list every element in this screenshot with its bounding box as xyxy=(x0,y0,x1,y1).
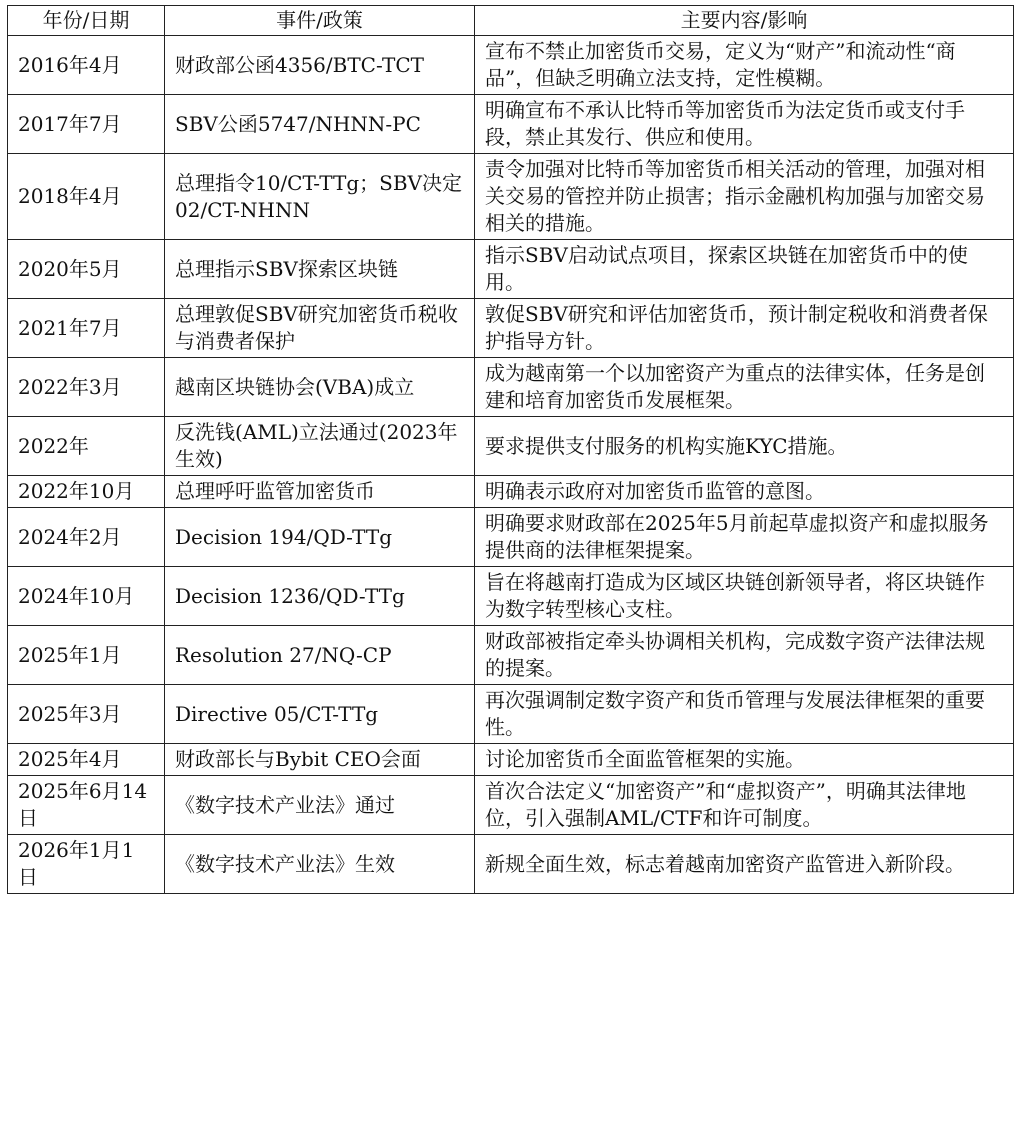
content-cell: 要求提供支付服务的机构实施KYC措施。 xyxy=(475,417,1014,476)
table-row xyxy=(8,299,1014,358)
date-cell: 2017年7月 xyxy=(8,95,165,154)
event-cell: 总理指示SBV探索区块链 xyxy=(165,240,475,299)
event-cell: 《数字技术产业法》通过 xyxy=(165,776,475,835)
date-cell: 2018年4月 xyxy=(8,154,165,240)
table-row xyxy=(8,776,1014,835)
content-cell: 宣布不禁止加密货币交易，定义为“财产”和流动性“商品”，但缺乏明确立法支持，定性模糊。 xyxy=(475,36,1014,95)
table-row xyxy=(8,835,1014,894)
event-cell: 总理指令10/CT-TTg；SBV决定02/CT-NHNN xyxy=(165,154,475,240)
date-cell: 2024年2月 xyxy=(8,508,165,567)
content-cell: 明确要求财政部在2025年5月前起草虚拟资产和虚拟服务提供商的法律框架提案。 xyxy=(475,508,1014,567)
date-cell: 2026年1月1日 xyxy=(8,835,165,894)
content-cell: 敦促SBV研究和评估加密货币，预计制定税收和消费者保护指导方针。 xyxy=(475,299,1014,358)
event-cell: 总理敦促SBV研究加密货币税收与消费者保护 xyxy=(165,299,475,358)
event-cell: Directive 05/CT-TTg xyxy=(165,685,475,744)
content-cell: 讨论加密货币全面监管框架的实施。 xyxy=(475,744,1014,776)
table-row xyxy=(8,36,1014,95)
date-cell: 2025年3月 xyxy=(8,685,165,744)
table-row xyxy=(8,240,1014,299)
event-cell: Decision 194/QD-TTg xyxy=(165,508,475,567)
table-row xyxy=(8,476,1014,508)
content-cell: 指示SBV启动试点项目，探索区块链在加密货币中的使用。 xyxy=(475,240,1014,299)
header-content: 主要内容/影响 xyxy=(475,6,1014,36)
content-cell: 明确宣布不承认比特币等加密货币为法定货币或支付手段，禁止其发行、供应和使用。 xyxy=(475,95,1014,154)
date-cell: 2022年 xyxy=(8,417,165,476)
event-cell: SBV公函5747/NHNN-PC xyxy=(165,95,475,154)
table-row xyxy=(8,626,1014,685)
date-cell: 2020年5月 xyxy=(8,240,165,299)
date-cell: 2025年6月14日 xyxy=(8,776,165,835)
event-cell: 越南区块链协会(VBA)成立 xyxy=(165,358,475,417)
content-cell: 再次强调制定数字资产和货币管理与发展法律框架的重要性。 xyxy=(475,685,1014,744)
table-row xyxy=(8,567,1014,626)
date-cell: 2024年10月 xyxy=(8,567,165,626)
event-cell: 《数字技术产业法》生效 xyxy=(165,835,475,894)
content-cell: 成为越南第一个以加密资产为重点的法律实体，任务是创建和培育加密货币发展框架。 xyxy=(475,358,1014,417)
table-row xyxy=(8,508,1014,567)
event-cell: Resolution 27/NQ-CP xyxy=(165,626,475,685)
table-row xyxy=(8,417,1014,476)
header-event: 事件/政策 xyxy=(165,6,475,36)
date-cell: 2022年10月 xyxy=(8,476,165,508)
table-row xyxy=(8,95,1014,154)
table-row xyxy=(8,685,1014,744)
date-cell: 2016年4月 xyxy=(8,36,165,95)
content-cell: 责令加强对比特币等加密货币相关活动的管理，加强对相关交易的管控并防止损害；指示金融机构加强与加密交易相关的措施。 xyxy=(475,154,1014,240)
event-cell: 总理呼吁监管加密货币 xyxy=(165,476,475,508)
date-cell: 2025年4月 xyxy=(8,744,165,776)
date-cell: 2022年3月 xyxy=(8,358,165,417)
policy-timeline-table xyxy=(7,5,1014,894)
table-row xyxy=(8,744,1014,776)
header-date: 年份/日期 xyxy=(8,6,165,36)
content-cell: 首次合法定义“加密资产”和“虚拟资产”，明确其法律地位，引入强制AML/CTF和许可制度。 xyxy=(475,776,1014,835)
event-cell: 财政部公函4356/BTC-TCT xyxy=(165,36,475,95)
table-row xyxy=(8,154,1014,240)
content-cell: 明确表示政府对加密货币监管的意图。 xyxy=(475,476,1014,508)
date-cell: 2021年7月 xyxy=(8,299,165,358)
content-cell: 旨在将越南打造成为区域区块链创新领导者，将区块链作为数字转型核心支柱。 xyxy=(475,567,1014,626)
table-row xyxy=(8,358,1014,417)
content-cell: 财政部被指定牵头协调相关机构，完成数字资产法律法规的提案。 xyxy=(475,626,1014,685)
table-header-row xyxy=(8,6,1014,36)
event-cell: 反洗钱(AML)立法通过(2023年生效) xyxy=(165,417,475,476)
date-cell: 2025年1月 xyxy=(8,626,165,685)
event-cell: 财政部长与Bybit CEO会面 xyxy=(165,744,475,776)
event-cell: Decision 1236/QD-TTg xyxy=(165,567,475,626)
content-cell: 新规全面生效，标志着越南加密资产监管进入新阶段。 xyxy=(475,835,1014,894)
